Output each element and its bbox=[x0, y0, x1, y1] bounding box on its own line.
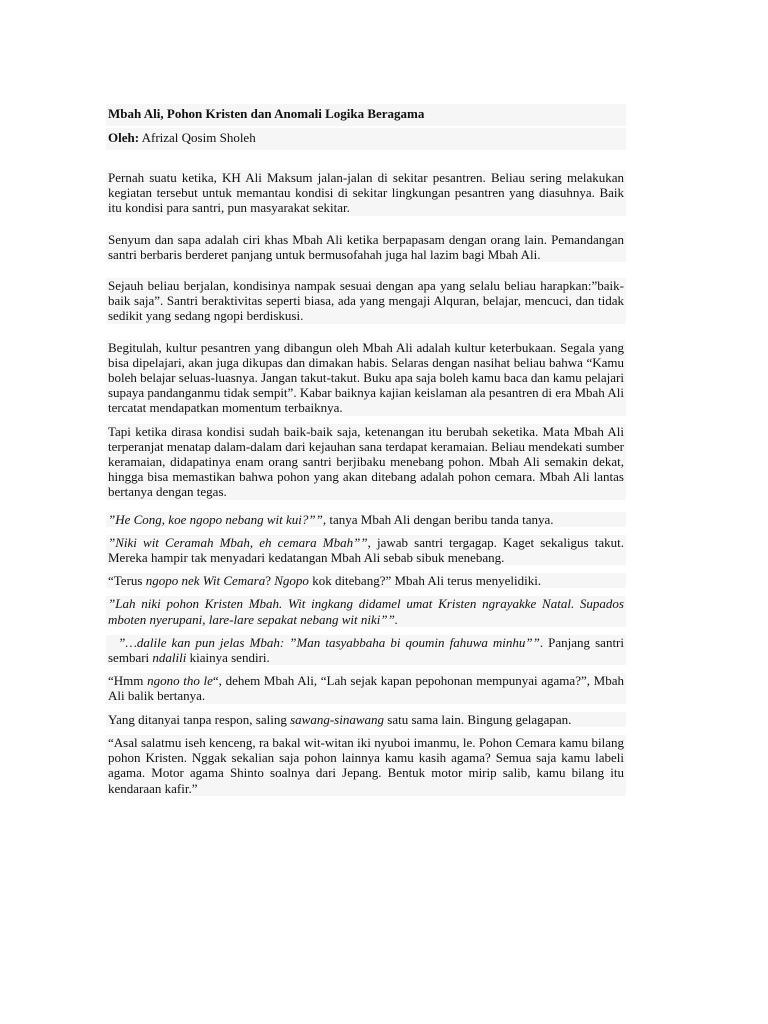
dialogue-text: Yang ditanyai tanpa respon, saling bbox=[108, 711, 291, 727]
paragraph-6 bbox=[106, 512, 626, 527]
spacer bbox=[106, 416, 626, 424]
paragraph-13: “Asal salatmu iseh kenceng, ra bakal wit-witan iki nyuboi imanmu, le. Pohon Cemara kamu bilang pohon Kristen. Nggak sekalian saja pohon lainnya kamu kasih agama? Semua saja kamu labeli agama. Motor agama Shinto soalnya dari Jepang. Bentuk motor mirip salib, kamu bilang itu kendaraan kafir.” bbox=[108, 734, 624, 796]
document-body bbox=[106, 104, 626, 796]
dialogue-italic: ngono tho le bbox=[147, 673, 213, 689]
dialogue-text: satu sama lain. Bingung gelagapan. bbox=[384, 711, 572, 727]
dialogue-italic: ”Niki wit Ceramah Mbah, eh cemara Mbah”” bbox=[108, 534, 368, 550]
dialogue-text bbox=[108, 635, 118, 650]
dialogue-text: ? bbox=[265, 573, 275, 589]
spacer bbox=[106, 627, 626, 635]
spacer bbox=[106, 500, 626, 512]
paragraph-3: Sejauh beliau berjalan, kondisinya nampak sesuai dengan apa yang selalu beliau harapkan:”baik-baik saja”. Santri beraktivitas seperti biasa, ada yang mengaji Alquran, belajar, mencuci, dan tidak sedikit yang sedang ngopi berdiskusi. bbox=[108, 278, 624, 324]
paragraph-5: Tapi ketika dirasa kondisi sudah baik-baik saja, ketenangan itu berubah seketika. Mata Mbah Ali terperanjat menatap dalam-dalam dari kejauhan sana terdapat keramaian. Beliau mendekati sumber keramaian, didapatinya enam orang santri berjibaku menebang pohon. Mbah Ali semakin dekat, hingga bisa memastikan bahwa pohon yang akan ditebang adalah pohon cemara. Mbah Ali lantas bertanya dengan tegas. bbox=[108, 423, 624, 500]
document-title: Mbah Ali, Pohon Kristen dan Anomali Logika Beragama bbox=[106, 104, 626, 126]
dialogue-italic: sawang-sinawang bbox=[290, 711, 385, 727]
dialogue-text: “, dehem Mbah Ali, “Lah sejak kapan pepohonan mempunyai agama?”, Mbah Ali balik bertanya. bbox=[108, 673, 624, 704]
dialogue-italic: ”…dalile kan pun jelas Mbah: ”Man tasyabbaha bi qoumin fahuwa minhu”” bbox=[118, 634, 540, 650]
spacer bbox=[106, 527, 626, 535]
paragraph-1: Pernah suatu ketika, KH Ali Maksum jalan-jalan di sekitar pesantren. Beliau sering melakukan kegiatan tersebut untuk memantau kondisi di sekitar lingkungan pesantren yang diasuhnya. Baik itu kondisi para santri, pun masyarakat sekitar. bbox=[108, 170, 624, 216]
dialogue-italic: ngopo nek Wit Cemara bbox=[145, 573, 266, 589]
spacer bbox=[106, 324, 626, 340]
spacer bbox=[106, 150, 626, 170]
paragraph-4: Begitulah, kultur pesantren yang dibangun oleh Mbah Ali adalah kultur keterbukaan. Segala yang bisa dipelajari, akan juga dikupas dan dimakan habis. Selaras dengan nasihat beliau bahwa “Kamu boleh belajar seluas-luasnya. Jangan takut-takut. Buku apa saja boleh kamu baca dan kamu pelajari supaya pandanganmu tidak sempit”. Kabar baiknya kajian keislaman ala pesantren di era Mbah Ali tercatat mendapatkan momentum terbaiknya. bbox=[108, 339, 624, 416]
paragraph-8 bbox=[106, 573, 626, 588]
dialogue-text: “Hmm bbox=[108, 673, 148, 689]
dialogue-text: , jawab santri tergagap. Kaget sekaligus takut. Mereka hampir tak menyadari kedatangan Mbah Ali sebab sibuk menebang. bbox=[108, 534, 624, 566]
spacer bbox=[106, 216, 626, 232]
author-label: Oleh: bbox=[108, 130, 140, 145]
dialogue-text: kok ditebang?” Mbah Ali terus menyelidiki. bbox=[308, 573, 542, 589]
spacer bbox=[106, 665, 626, 673]
spacer bbox=[106, 727, 626, 735]
paragraph-9 bbox=[106, 596, 626, 626]
dialogue-italic: ndalili bbox=[152, 650, 187, 666]
spacer bbox=[106, 588, 626, 596]
dialogue-italic: Ngopo bbox=[274, 573, 309, 589]
spacer bbox=[106, 565, 626, 573]
paragraph-2: Senyum dan sapa adalah ciri khas Mbah Ali ketika berpapasam dengan orang lain. Pemandangan santri berbaris berderet panjang untuk bermusofahah juga hal lazim bagi Mbah Ali. bbox=[108, 231, 624, 262]
paragraph-7 bbox=[106, 535, 626, 565]
paragraph-12 bbox=[106, 712, 626, 727]
author-name: Afrizal Qosim Sholeh bbox=[141, 130, 256, 145]
dialogue-italic: ”He Cong, koe ngopo nebang wit kui?”” bbox=[108, 511, 323, 527]
spacer bbox=[106, 704, 626, 712]
dialogue-italic: ”Lah niki pohon Kristen Mbah. Wit ingkang didamel umat Kristen ngrayakke Natal. Supados mboten nyerupani, lare-lare sepakat nebang wit niki””. bbox=[108, 596, 624, 627]
spacer bbox=[106, 262, 626, 278]
dialogue-text: , tanya Mbah Ali dengan beribu tanda tanya. bbox=[322, 511, 554, 527]
paragraph-10 bbox=[106, 635, 626, 665]
author-line bbox=[106, 128, 626, 150]
paragraph-11 bbox=[106, 673, 626, 703]
dialogue-text: . Panjang santri sembari bbox=[108, 634, 624, 666]
dialogue-text: kiainya sendiri. bbox=[186, 650, 270, 666]
dialogue-text: “Terus bbox=[108, 573, 146, 589]
